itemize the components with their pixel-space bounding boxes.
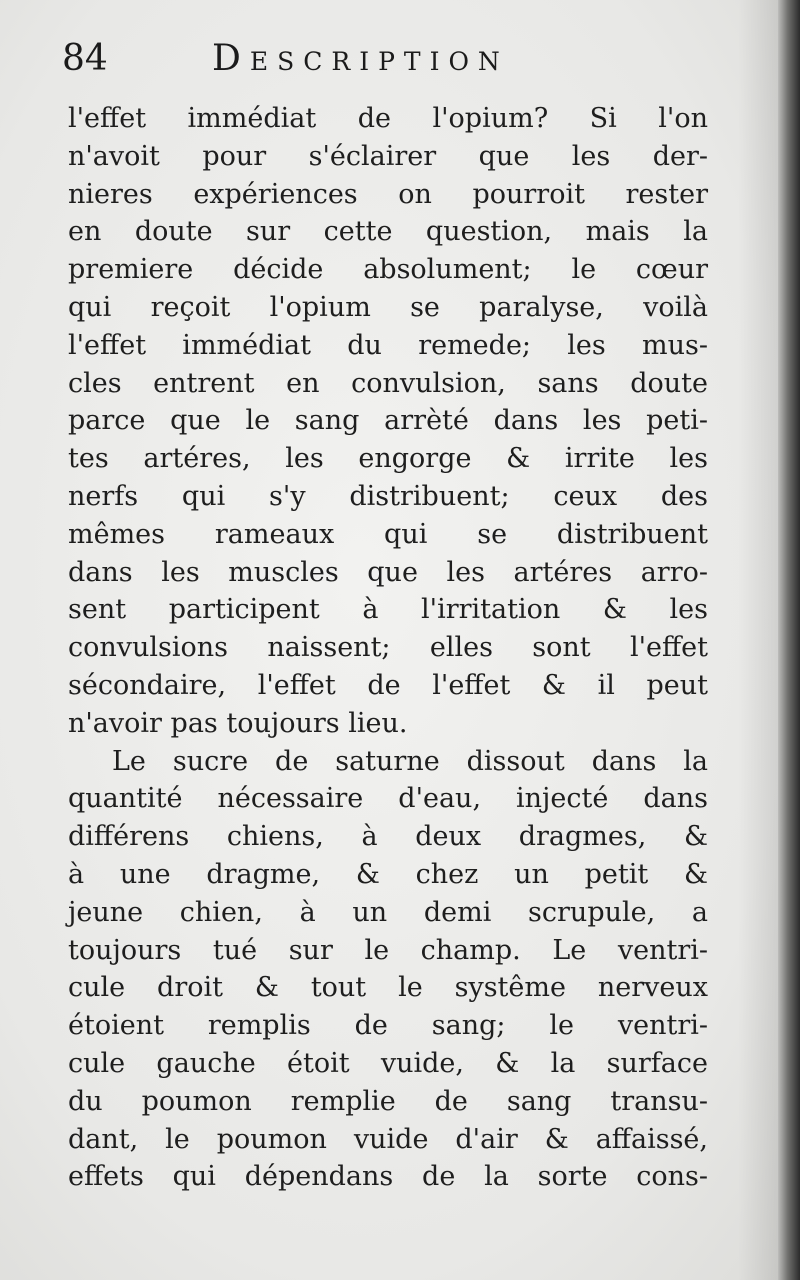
- text-line: cule droit & tout le systême nerveux: [68, 972, 708, 1004]
- text-line: qui reçoit l'opium se paralyse, voilà: [68, 291, 708, 323]
- text-line: dant, le poumon vuide d'air & affaissé,: [68, 1123, 708, 1155]
- gutter-shadow: [738, 0, 778, 1280]
- running-head: [62, 28, 722, 88]
- book-spine-edge: [778, 0, 800, 1280]
- text-line: étoient remplis de sang; le ventri-: [68, 1010, 708, 1042]
- text-line: nerfs qui s'y distribuent; ceux des: [68, 480, 708, 512]
- text-line: l'effet immédiat du remede; les mus-: [68, 329, 708, 361]
- text-line: convulsions naissent; elles sont l'effet: [68, 632, 708, 664]
- body-text: [68, 100, 708, 1196]
- text-line: parce que le sang arrèté dans les peti-: [68, 405, 708, 437]
- text-line: l'effet immédiat de l'opium? Si l'on: [68, 103, 708, 134]
- text-line: tes artéres, les engorge & irrite les: [68, 443, 708, 475]
- text-line: cule gauche étoit vuide, & la surface: [68, 1047, 708, 1079]
- text-line: sécondaire, l'effet de l'effet & il peut: [68, 669, 708, 701]
- page-number: 84: [62, 38, 108, 79]
- paragraph-start-line: Le sucre de saturne dissout dans la: [112, 745, 708, 777]
- paragraph-end-line: n'avoir pas toujours lieu.: [68, 707, 408, 739]
- text-line: toujours tué sur le champ. Le ventri-: [68, 934, 708, 966]
- text-line: quantité nécessaire d'eau, injecté dans: [68, 783, 708, 815]
- running-title: Description: [212, 38, 509, 79]
- text-line: différens chiens, à deux dragmes, &: [68, 821, 708, 853]
- text-line: mêmes rameaux qui se distribuent: [68, 518, 708, 550]
- text-line: jeune chien, à un demi scrupule, a: [68, 896, 708, 928]
- text-line: à une dragme, & chez un petit &: [68, 858, 708, 890]
- text-line: sent participent à l'irritation & les: [68, 594, 708, 626]
- text-line: en doute sur cette question, mais la: [68, 216, 708, 248]
- text-line: nieres expériences on pourroit rester: [68, 178, 708, 210]
- text-line: premiere décide absolument; le cœur: [68, 254, 708, 286]
- text-line: dans les muscles que les artéres arro-: [68, 556, 708, 588]
- text-line: n'avoit pour s'éclairer que les der-: [68, 140, 708, 172]
- text-line: effets qui dépendans de la sorte cons-: [68, 1161, 708, 1193]
- text-line: cles entrent en convulsion, sans doute: [68, 367, 708, 399]
- text-line: du poumon remplie de sang transu-: [68, 1085, 708, 1117]
